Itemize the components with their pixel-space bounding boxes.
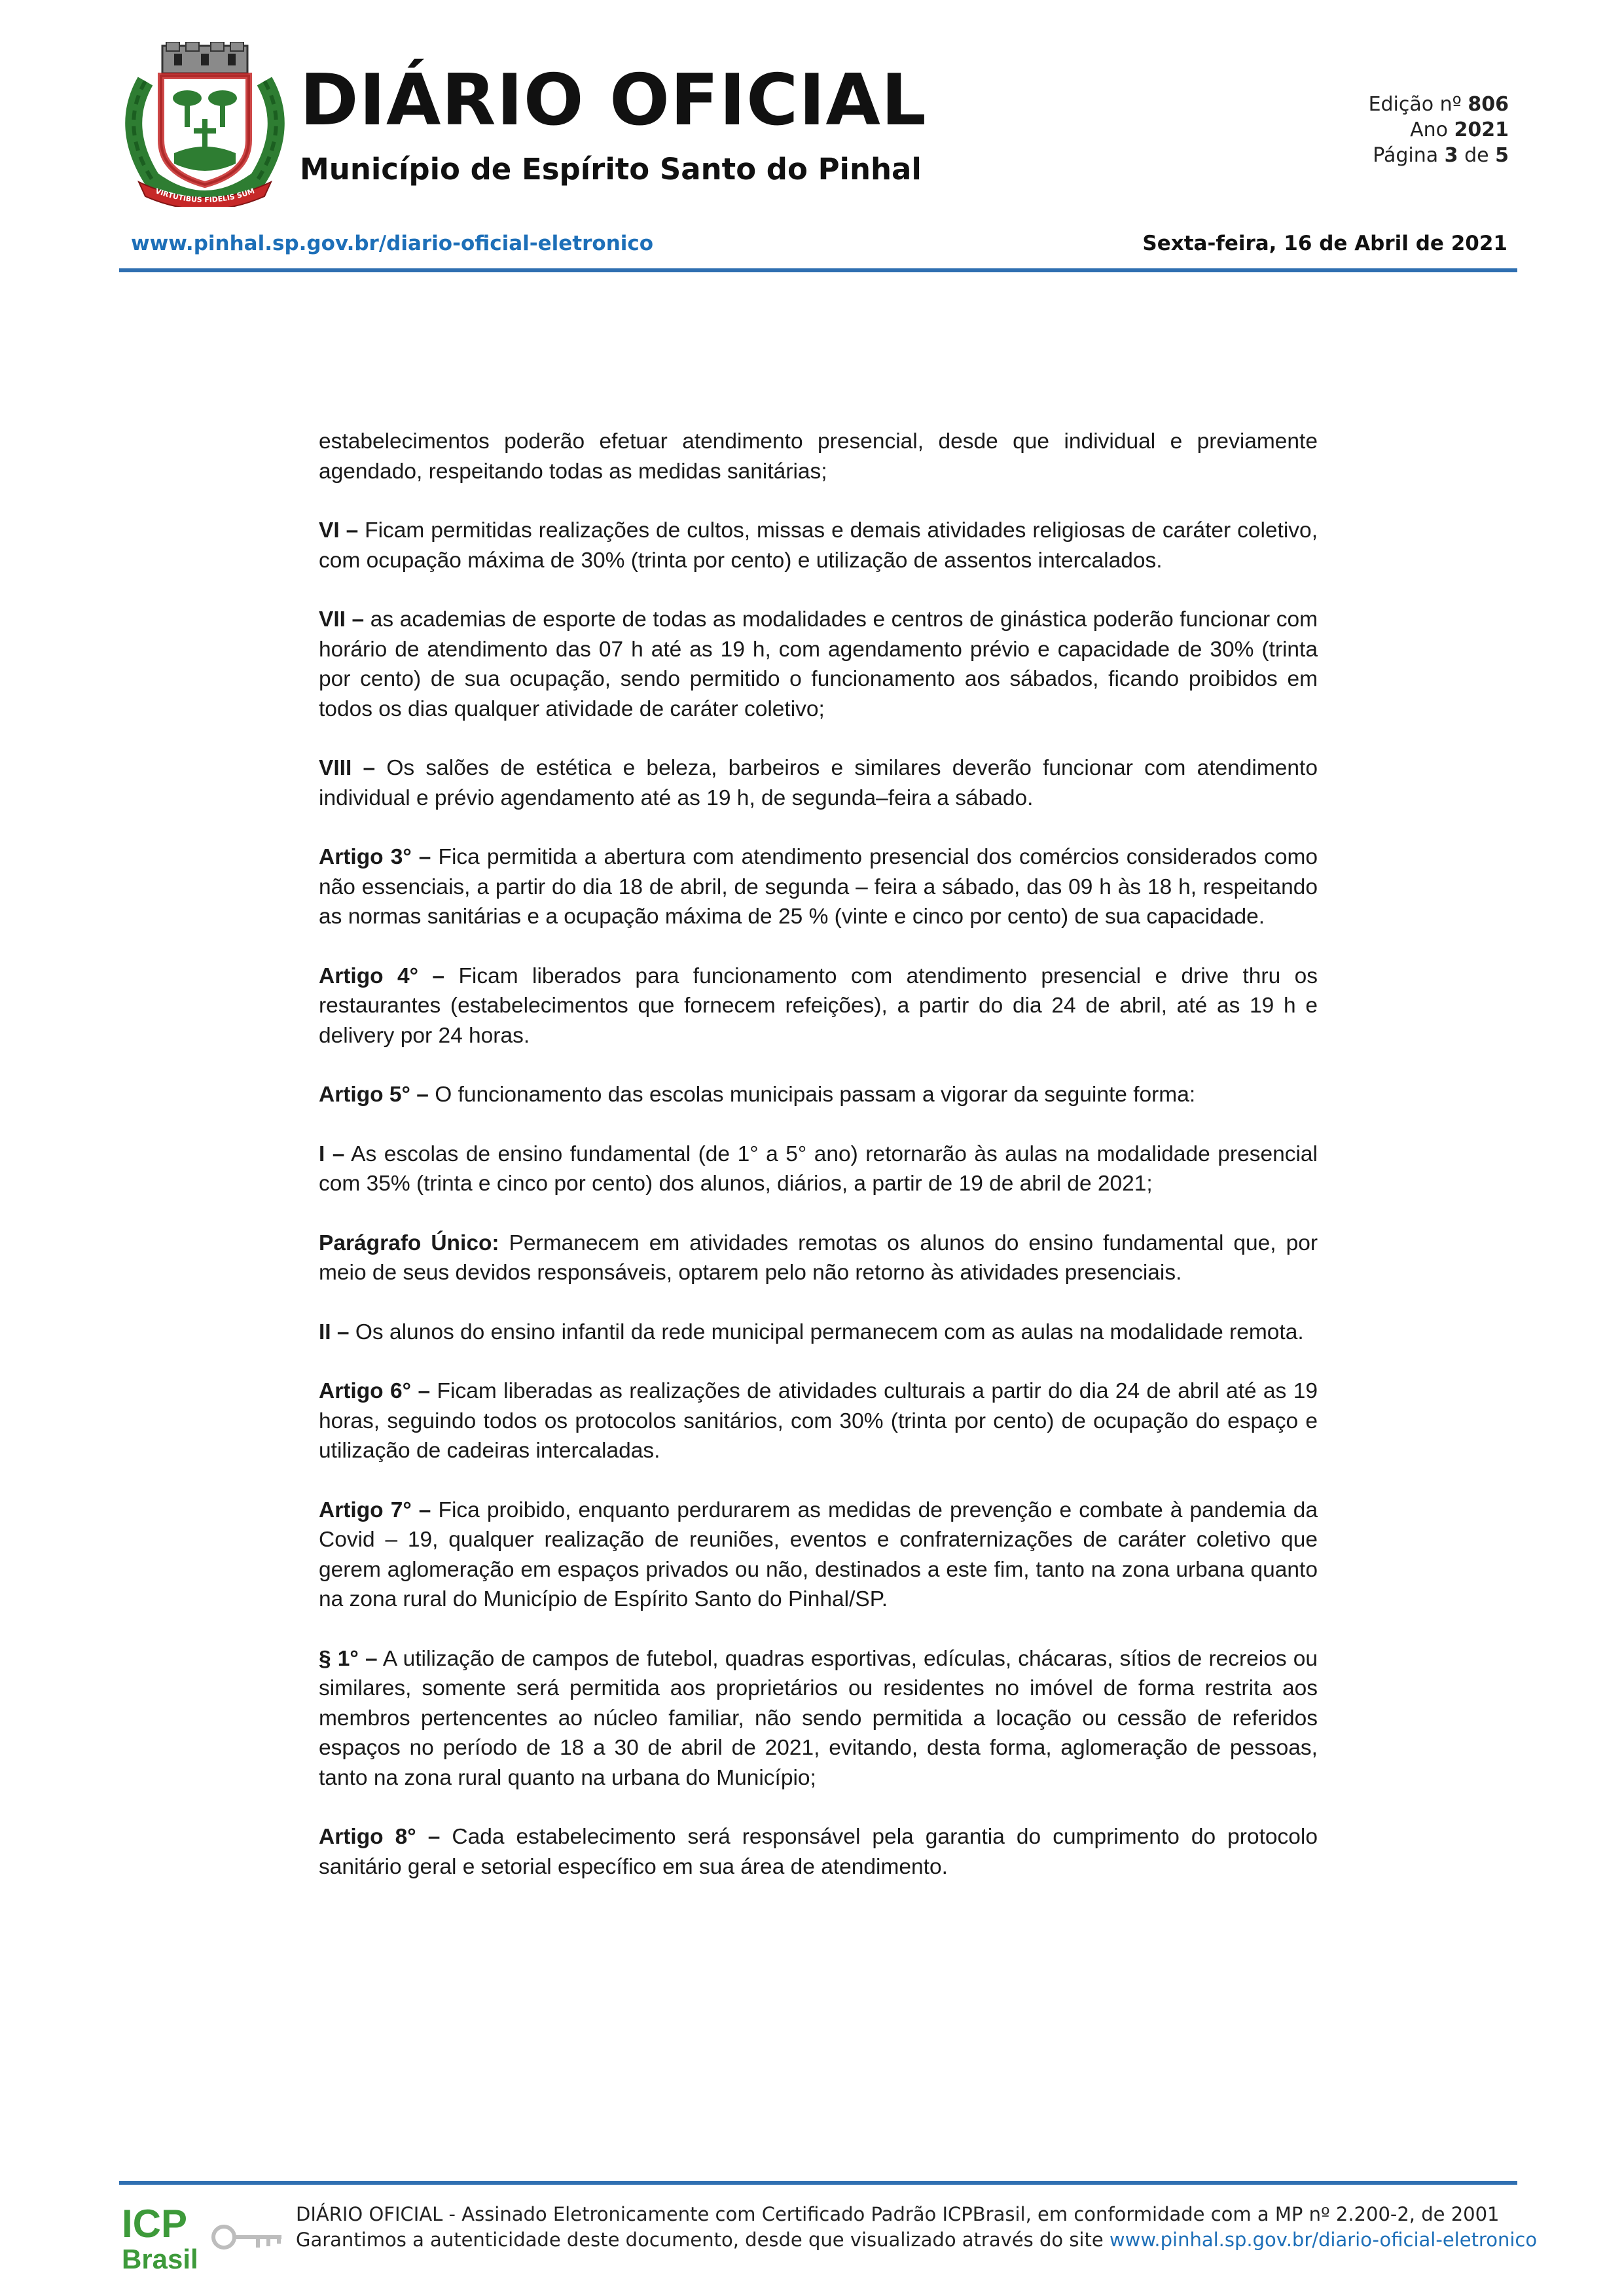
paragraph [319, 1318, 1318, 1348]
clause-label: VIII – [319, 756, 376, 780]
paragraph [319, 1080, 1318, 1110]
paragraph [319, 961, 1318, 1051]
page-current: 3 [1444, 144, 1458, 167]
edition-line [1369, 92, 1509, 117]
paragraph [319, 1229, 1318, 1288]
edition-info [1369, 92, 1509, 168]
article-label: Artigo 3° – [319, 845, 431, 869]
paragraph-text: Os alunos do ensino infantil da rede municipal permanecem com as aulas na modalidade remota. [349, 1319, 1304, 1344]
publication-date: Sexta-feira, 16 de Abril de 2021 [1142, 232, 1507, 255]
clause-label: II – [319, 1319, 350, 1344]
paragraph [319, 1822, 1318, 1882]
article-label: Artigo 7° – [319, 1498, 431, 1522]
paragraph-text: Ficam permitidas realizações de cultos, missas e demais atividades religiosas de caráter coletivo, com ocupação máxima de 30% (trinta por cento) e utilização de assentos intercalados. [319, 518, 1318, 573]
paragraph [319, 516, 1318, 575]
footer-website-link[interactable]: www.pinhal.sp.gov.br/diario-oficial-eletronico [1109, 2229, 1538, 2251]
paragraph [319, 427, 1318, 486]
article-label: Artigo 8° – [319, 1825, 441, 1849]
paragraph [319, 1376, 1318, 1466]
icp-brasil-logo [119, 2203, 296, 2274]
page-of: de [1464, 144, 1489, 167]
clause-label: I – [319, 1141, 345, 1166]
paragraph-text: estabelecimentos poderão efetuar atendimento presencial, desde que individual e previamente agendado, respeitando todas as medidas sanitárias; [319, 429, 1318, 484]
article-label: Artigo 4° – [319, 963, 445, 988]
paragraph [319, 1139, 1318, 1199]
article-label: Artigo 5° – [319, 1083, 429, 1107]
footer-divider [119, 2181, 1517, 2185]
paragraph-text: Cada estabelecimento será responsável pela garantia do cumprimento do protocolo sanitário geral e setorial específico em sua área de atendimento. [319, 1825, 1318, 1879]
article-label: Artigo 6° – [319, 1379, 431, 1403]
clause-label: VI – [319, 518, 359, 543]
header-divider [119, 268, 1517, 272]
page-label: Página [1373, 144, 1439, 167]
municipality-name: Município de Espírito Santo do Pinhal [300, 152, 922, 187]
paragraph-text: As escolas de ensino fundamental (de 1° a 5° ano) retornarão às aulas na modalidade presencial com 35% (trinta e cinco por cento) dos alunos, diários, a partir de 19 de abril de 2021; [319, 1141, 1318, 1196]
paragraph-text: Fica proibido, enquanto perdurarem as medidas de prevenção e combate à pandemia da Covid – 19, qualquer realização de reuniões, eventos e confraternizações de caráter coletivo que gerem aglomeração em espaços privados ou não, destinados a este fim, tanto na zona urbana quanto na zona rural do Município de Espírito Santo do Pinhal/SP. [319, 1498, 1318, 1611]
crest-motto: VIRTUTIBUS FIDELIS SUM [154, 187, 256, 205]
paragraph-text: Permanecem em atividades remotas os alunos do ensino fundamental que, por meio de seus devidos responsáveis, optarem pelo não retorno às atividades presenciais. [319, 1230, 1318, 1285]
footer-authenticity-text: Garantimos a autenticidade deste documento, desde que visualizado através do site [296, 2229, 1110, 2251]
page-total: 5 [1495, 144, 1509, 167]
paragraph-text: Os salões de estética e beleza, barbeiros e similares deverão funcionar com atendimento individual e prévio agendamento até as 19 h, de segunda–feira a sábado. [319, 756, 1318, 810]
paragraph-text: Ficam liberadas as realizações de atividades culturais a partir do dia 24 de abril até as 19 horas, seguindo todos os protocolos sanitários, com 30% (trinta por cento) de ocupação do espaço e utilização de cadeiras intercaladas. [319, 1379, 1318, 1463]
paragraph [319, 1644, 1318, 1793]
year-label: Ano [1410, 118, 1448, 141]
publication-title: DIÁRIO OFICIAL [300, 60, 927, 141]
document-body [319, 427, 1318, 1911]
paragraph [319, 842, 1318, 932]
website-link[interactable]: www.pinhal.sp.gov.br/diario-oficial-eletronico [131, 232, 654, 255]
edition-label: Edição nº [1368, 93, 1462, 116]
footer-signature-note: DIÁRIO OFICIAL - Assinado Eletronicamente com Certificado Padrão ICPBrasil, em conformidade com a MP nº 2.200-2, de 2001 [296, 2203, 1500, 2225]
paragraph-text: as academias de esporte de todas as modalidades e centros de ginástica poderão funcionar com horário de atendimento das 07 h até as 19 h, com agendamento prévio e capacidade de 30% (trinta por cento) de sua ocupação, sendo permitido o funcionamento aos sábados, ficando proibidos em todos os dias qualquer atividade de caráter coletivo; [319, 607, 1318, 721]
key-icon [213, 2227, 281, 2248]
edition-number: 806 [1468, 93, 1509, 116]
paragraph-text: O funcionamento das escolas municipais passam a vigorar da seguinte forma: [428, 1083, 1196, 1107]
paragraph-text: Fica permitida a abertura com atendimento presencial dos comércios considerados como não essenciais, a partir do dia 18 de abril, de segunda – feira a sábado, das 09 h às 18 h, respeitando as normas sanitárias e a ocupação máxima de 25 % (vinte e cinco por cento) de sua capacidade. [319, 845, 1318, 929]
paragraph [319, 1496, 1318, 1615]
logo-bottom-text: Brasil [122, 2244, 198, 2274]
municipal-coat-of-arms [119, 42, 291, 207]
page-line [1369, 143, 1509, 168]
logo-top-text: ICP [122, 2203, 188, 2246]
clause-label: VII – [319, 607, 365, 632]
year-line [1369, 117, 1509, 143]
year-value: 2021 [1454, 118, 1509, 141]
paragraph [319, 753, 1318, 813]
paragraph-text: Ficam liberados para funcionamento com atendimento presencial e drive thru os restaurantes (estabelecimentos que fornecem refeições), a partir do dia 24 de abril, até as 19 h e delivery por 24 horas. [319, 963, 1318, 1048]
clause-label: Parágrafo Único: [319, 1230, 499, 1255]
clause-label: § 1° – [319, 1646, 378, 1671]
paragraph [319, 605, 1318, 724]
footer-authenticity-note [296, 2229, 1537, 2251]
paragraph-text: A utilização de campos de futebol, quadras esportivas, edículas, chácaras, sítios de recreios ou similares, somente será permitida aos proprietários ou residentes no imóvel de forma restrita aos membros pertencentes ao núcleo familiar, não sendo permitida a locação ou cessão de referidos espaços no período de 18 a 30 de abril de 2021, evitando, desta forma, aglomeração de pessoas, tanto na zona rural quanto na urbana do Município; [319, 1646, 1318, 1790]
